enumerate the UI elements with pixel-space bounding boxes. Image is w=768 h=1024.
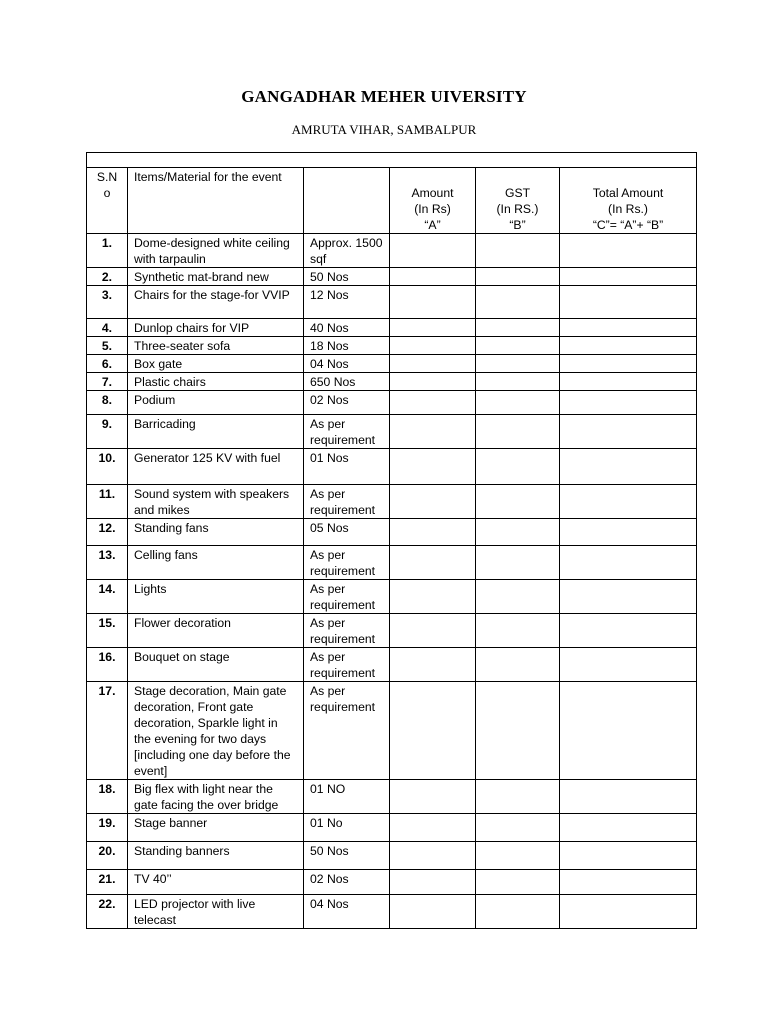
table-header-row	[87, 168, 697, 234]
row-item: LED projector with live telecast	[128, 895, 304, 929]
row-item: Synthetic mat-brand new	[128, 268, 304, 286]
table-row	[87, 780, 697, 814]
table-top-cell	[87, 153, 697, 168]
row-sno: 11.	[87, 485, 128, 519]
table-row	[87, 682, 697, 780]
header-total: Total Amount (In Rs.) “C”= “A”+ “B”	[560, 168, 697, 234]
row-quantity: As per requirement	[304, 415, 390, 449]
row-sno: 7.	[87, 373, 128, 391]
header-item: Items/Material for the event	[128, 168, 304, 234]
table-row	[87, 319, 697, 337]
row-sno: 21.	[87, 870, 128, 895]
row-item: Big flex with light near the gate facing the over bridge	[128, 780, 304, 814]
row-total	[560, 895, 697, 929]
row-item: Stage decoration, Main gate decoration, Front gate decoration, Sparkle light in the evening for two days [including one day before the event]	[128, 682, 304, 780]
row-total	[560, 286, 697, 319]
row-sno: 15.	[87, 614, 128, 648]
row-sno: 16.	[87, 648, 128, 682]
row-gst	[476, 337, 560, 355]
row-total	[560, 449, 697, 485]
table-row	[87, 814, 697, 842]
row-item: Barricading	[128, 415, 304, 449]
row-amount	[390, 519, 476, 546]
row-quantity: 05 Nos	[304, 519, 390, 546]
row-total	[560, 546, 697, 580]
row-amount	[390, 814, 476, 842]
row-amount	[390, 286, 476, 319]
row-total	[560, 682, 697, 780]
row-item: Bouquet on stage	[128, 648, 304, 682]
row-sno: 9.	[87, 415, 128, 449]
row-quantity: 02 Nos	[304, 391, 390, 415]
row-item: Chairs for the stage-for VVIP	[128, 286, 304, 319]
table-row	[87, 268, 697, 286]
row-sno: 4.	[87, 319, 128, 337]
row-sno: 20.	[87, 842, 128, 870]
table-row	[87, 415, 697, 449]
row-sno: 17.	[87, 682, 128, 780]
row-item: Standing banners	[128, 842, 304, 870]
row-amount	[390, 415, 476, 449]
row-gst	[476, 268, 560, 286]
row-item: Flower decoration	[128, 614, 304, 648]
row-total	[560, 614, 697, 648]
document-subtitle: AMRUTA VIHAR, SAMBALPUR	[291, 122, 477, 137]
table-row	[87, 580, 697, 614]
row-amount	[390, 337, 476, 355]
row-item: Generator 125 KV with fuel	[128, 449, 304, 485]
row-item: Dunlop chairs for VIP	[128, 319, 304, 337]
row-item: Podium	[128, 391, 304, 415]
row-sno: 14.	[87, 580, 128, 614]
row-item: Standing fans	[128, 519, 304, 546]
table-row	[87, 546, 697, 580]
row-item: Sound system with speakers and mikes	[128, 485, 304, 519]
row-amount	[390, 546, 476, 580]
quotation-table	[86, 152, 697, 929]
row-quantity: As per requirement	[304, 614, 390, 648]
table-row	[87, 485, 697, 519]
row-item: TV 40’’	[128, 870, 304, 895]
row-amount	[390, 373, 476, 391]
row-gst	[476, 614, 560, 648]
row-amount	[390, 682, 476, 780]
row-quantity: 50 Nos	[304, 842, 390, 870]
row-sno: 18.	[87, 780, 128, 814]
row-gst	[476, 286, 560, 319]
row-total	[560, 337, 697, 355]
row-sno: 19.	[87, 814, 128, 842]
row-amount	[390, 449, 476, 485]
row-gst	[476, 519, 560, 546]
table-row	[87, 373, 697, 391]
row-quantity: 50 Nos	[304, 268, 390, 286]
row-amount	[390, 234, 476, 268]
row-total	[560, 415, 697, 449]
row-quantity: 01 NO	[304, 780, 390, 814]
row-total	[560, 780, 697, 814]
row-sno: 12.	[87, 519, 128, 546]
row-total	[560, 648, 697, 682]
row-gst	[476, 355, 560, 373]
row-total	[560, 519, 697, 546]
row-sno: 22.	[87, 895, 128, 929]
row-gst	[476, 814, 560, 842]
row-quantity: 04 Nos	[304, 895, 390, 929]
row-quantity: 12 Nos	[304, 286, 390, 319]
header-amount: Amount (In Rs) “A”	[390, 168, 476, 234]
table-body	[87, 153, 697, 929]
table-row	[87, 870, 697, 895]
row-total	[560, 355, 697, 373]
row-sno: 13.	[87, 546, 128, 580]
document-title: GANGADHAR MEHER UIVERSITY	[241, 87, 527, 106]
row-total	[560, 391, 697, 415]
row-gst	[476, 485, 560, 519]
table-row	[87, 519, 697, 546]
row-amount	[390, 870, 476, 895]
row-quantity: As per requirement	[304, 682, 390, 780]
row-sno: 5.	[87, 337, 128, 355]
row-gst	[476, 580, 560, 614]
row-gst	[476, 234, 560, 268]
row-total	[560, 814, 697, 842]
row-quantity: 01 No	[304, 814, 390, 842]
row-quantity: Approx. 1500 sqf	[304, 234, 390, 268]
row-gst	[476, 780, 560, 814]
row-gst	[476, 415, 560, 449]
row-item: Lights	[128, 580, 304, 614]
header-sno: S.N o	[87, 168, 128, 234]
row-amount	[390, 648, 476, 682]
row-item: Box gate	[128, 355, 304, 373]
row-item: Dome-designed white ceiling with tarpaulin	[128, 234, 304, 268]
row-total	[560, 373, 697, 391]
row-item: Stage banner	[128, 814, 304, 842]
row-sno: 10.	[87, 449, 128, 485]
header-gst: GST (In RS.) “B”	[476, 168, 560, 234]
row-sno: 6.	[87, 355, 128, 373]
row-quantity: 18 Nos	[304, 337, 390, 355]
row-total	[560, 485, 697, 519]
row-amount	[390, 355, 476, 373]
row-sno: 8.	[87, 391, 128, 415]
row-amount	[390, 319, 476, 337]
row-total	[560, 319, 697, 337]
row-sno: 1.	[87, 234, 128, 268]
row-quantity: As per requirement	[304, 546, 390, 580]
row-amount	[390, 842, 476, 870]
table-top-row	[87, 153, 697, 168]
table-row	[87, 895, 697, 929]
row-gst	[476, 870, 560, 895]
table-row	[87, 391, 697, 415]
row-gst	[476, 373, 560, 391]
table-row	[87, 234, 697, 268]
row-item: Three-seater sofa	[128, 337, 304, 355]
row-sno: 3.	[87, 286, 128, 319]
row-quantity: 04 Nos	[304, 355, 390, 373]
row-sno: 2.	[87, 268, 128, 286]
row-amount	[390, 580, 476, 614]
row-quantity: 40 Nos	[304, 319, 390, 337]
table-row	[87, 614, 697, 648]
row-gst	[476, 449, 560, 485]
row-item: Celling fans	[128, 546, 304, 580]
row-gst	[476, 546, 560, 580]
row-amount	[390, 485, 476, 519]
row-gst	[476, 842, 560, 870]
row-total	[560, 870, 697, 895]
row-total	[560, 580, 697, 614]
row-amount	[390, 391, 476, 415]
row-quantity: As per requirement	[304, 485, 390, 519]
row-quantity: 650 Nos	[304, 373, 390, 391]
table-row	[87, 449, 697, 485]
row-total	[560, 234, 697, 268]
table-row	[87, 286, 697, 319]
row-quantity: 01 Nos	[304, 449, 390, 485]
row-total	[560, 842, 697, 870]
row-quantity: 02 Nos	[304, 870, 390, 895]
row-amount	[390, 780, 476, 814]
row-amount	[390, 614, 476, 648]
table-row	[87, 842, 697, 870]
table-row	[87, 648, 697, 682]
row-gst	[476, 682, 560, 780]
row-gst	[476, 648, 560, 682]
row-item: Plastic chairs	[128, 373, 304, 391]
table-row	[87, 355, 697, 373]
table-row	[87, 337, 697, 355]
row-gst	[476, 391, 560, 415]
row-gst	[476, 895, 560, 929]
row-total	[560, 268, 697, 286]
row-quantity: As per requirement	[304, 648, 390, 682]
row-gst	[476, 319, 560, 337]
row-quantity: As per requirement	[304, 580, 390, 614]
header-qty	[304, 168, 390, 234]
row-amount	[390, 268, 476, 286]
row-amount	[390, 895, 476, 929]
